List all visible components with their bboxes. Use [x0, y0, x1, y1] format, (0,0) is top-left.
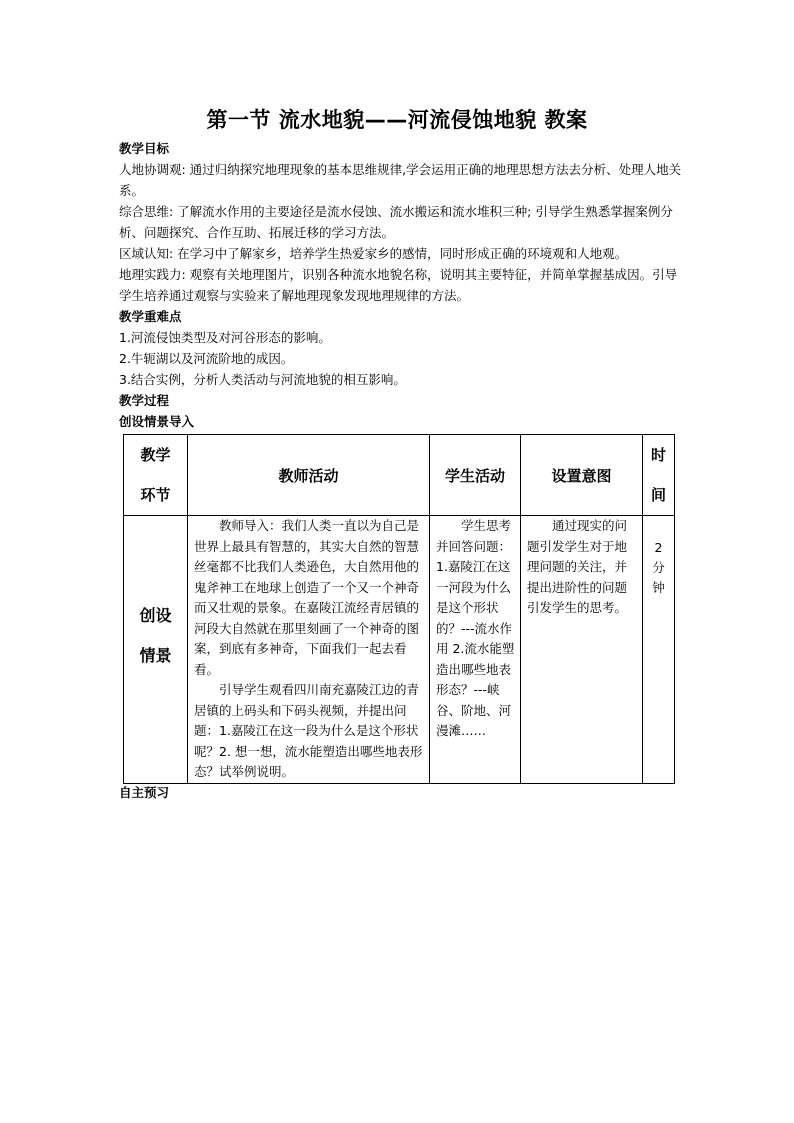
- intro-heading: 创设情景导入: [119, 414, 195, 429]
- header-stage-line1: 教学: [140, 446, 171, 464]
- purpose-text: 通过现实的问题引发学生对于地理问题的关注，并提出进阶性的问题引发学生的思考。: [527, 518, 628, 615]
- goal-item: 人地协调观: 通过归纳探究地理现象的基本思维规律,学会运用正确的地理思想方法去分析、处理人地关系。: [119, 162, 682, 198]
- page-title: 第一节 流水地貌——河流侵蚀地貌 教案: [206, 108, 588, 132]
- key-point-item: 2.牛轭湖以及河流阶地的成因。: [119, 351, 294, 366]
- header-stage-line2: 环节: [140, 486, 171, 504]
- self-study-heading: 自主预习: [119, 785, 170, 800]
- table-header-row: [124, 435, 675, 516]
- row-student-activity: [430, 516, 521, 784]
- key-points-heading: 教学重难点: [119, 309, 182, 324]
- row-stage-line1: 创设: [139, 606, 172, 625]
- table-row: [124, 516, 675, 784]
- row-stage: [124, 516, 188, 784]
- process-heading: 教学过程: [119, 393, 170, 408]
- teacher-paragraph-2: 引导学生观看四川南充嘉陵江边的青居镇的上码头和下码头视频，并提出问题：1.嘉陵江在这一段为什么是这个形状呢？2. 想一想，流水能塑造出哪些地表形态？试举例说明。: [194, 682, 423, 779]
- header-stage: [124, 435, 188, 516]
- teacher-paragraph-1: 教师导入：我们人类一直以为自己是世界上最具有智慧的，其实大自然的智慧丝毫都不比我们人类逊色，大自然用他的鬼斧神工在地球上创造了一个又一个神奇而又壮观的景象。在嘉陵江流经青居镇的河段大自然就在那里刻画了一个神奇的图案，到底有多神奇，下面我们一起去看看。: [194, 518, 420, 677]
- row-purpose: [521, 516, 643, 784]
- row-time: [643, 516, 675, 784]
- time-unit-2: 钟: [652, 580, 665, 595]
- header-time: [643, 435, 675, 516]
- student-activity-text: 学生思考并回答问题：1.嘉陵江在这一河段为什么是这个形状的？---流水作用 2.流水能塑造出哪些地表形态？---峡谷、阶地、河漫滩……: [436, 518, 515, 738]
- header-student: 学生活动: [430, 435, 521, 516]
- goal-item: 地理实践力: 观察有关地理图片，识别各种流水地貌名称，说明其主要特征，并简单掌握基成因。引导学生培养通过观察与实验来了解地理现象发现地理规律的方法。: [119, 267, 678, 303]
- row-stage-line2: 情景: [139, 646, 172, 665]
- row-teacher-activity: [188, 516, 430, 784]
- header-time-line1: 时: [650, 446, 666, 464]
- key-point-item: 1.河流侵蚀类型及对河谷形态的影响。: [119, 330, 331, 345]
- goal-item: 综合思维: 了解流水作用的主要途径是流水侵蚀、流水搬运和流水堆积三种; 引导学生熟悉掌握案例分析、问题探究、合作互助、拓展迁移的学习方法。: [119, 204, 673, 240]
- key-point-item: 3.结合实例，分析人类活动与河流地貌的相互影响。: [119, 372, 406, 387]
- goals-heading: 教学目标: [119, 141, 170, 156]
- header-time-line2: 间: [650, 486, 666, 504]
- document-body: [119, 138, 685, 432]
- lesson-table: [123, 434, 675, 784]
- time-number: 2: [654, 540, 663, 555]
- header-purpose: 设置意图: [521, 435, 643, 516]
- goal-item: 区域认知: 在学习中了解家乡，培养学生热爱家乡的感情，同时形成正确的环境观和人地观。: [119, 246, 628, 261]
- header-teacher: 教师活动: [188, 435, 430, 516]
- time-unit-1: 分: [652, 560, 665, 575]
